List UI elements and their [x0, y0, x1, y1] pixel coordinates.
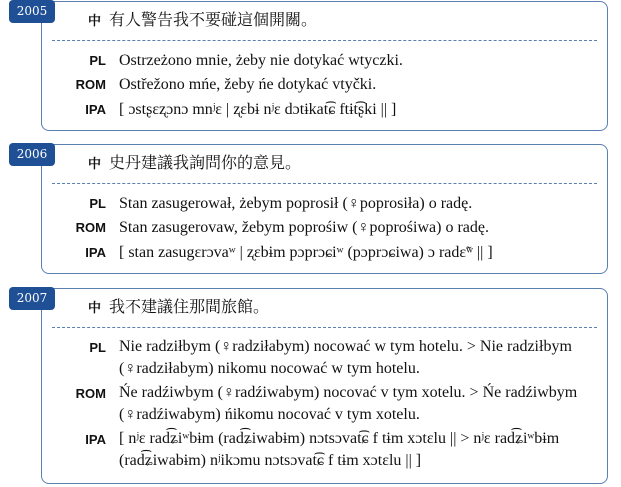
pl-label: PL: [89, 53, 106, 68]
ipa-label: IPA: [85, 102, 106, 117]
chinese-tag: 中: [88, 157, 102, 172]
divider: [52, 183, 597, 184]
entry-card-2005: [41, 1, 608, 131]
entry-number: 2007: [9, 287, 55, 310]
chinese-tag: 中: [88, 301, 102, 316]
chinese-sentence: 中 史丹建議我詢問你的意見。: [88, 153, 302, 172]
pl-label: PL: [89, 340, 106, 355]
divider: [52, 40, 597, 41]
ipa-label: IPA: [85, 432, 106, 447]
entry-card-2006: [41, 144, 608, 274]
rom-text: Ńe radźiwbym (♀radźiwabym) nocovać v tym xotelu. > Ńe radźiwbym (♀radźiwabym) ńikomu nocovać v tym xotelu.: [119, 384, 578, 423]
entry-number: 2005: [9, 0, 55, 23]
chinese-sentence: 中 我不建議住那間旅館。: [88, 297, 270, 316]
pl-text: Nie radziłbym (♀radziłabym) nocować w tym hotelu. > Nie radziłbym (♀radziłabym) nikomu nocować w tym hotelu.: [119, 338, 572, 377]
rom-label: ROM: [75, 386, 106, 401]
ipa-text: [ nʲɛ rad͡ʑiʷbɨm (rad͡ʑiwabɨm) nɔtsɔvat͡ɕ f tɨm xɔtɛlu || > nʲɛ rad͡ʑiʷbɨm (rad͡ʑiwabɨm) nʲikɔmu nɔtsɔvat͡ɕ f tɨm xɔtɛlu || ]: [119, 430, 560, 469]
entry-number: 2006: [9, 143, 55, 166]
chinese-sentence: 中 有人警告我不要碰這個開關。: [88, 10, 318, 29]
rom-text: Stan zasugerovaw, žebym poprośiw (♀poprośiwa) o radę.: [119, 219, 489, 236]
chinese-tag: 中: [88, 14, 102, 29]
rom-text: Ostřežono mńe, žeby ńe dotykać vtyčki.: [119, 76, 377, 93]
pl-text: Ostrzeżono mnie, żeby nie dotykać wtyczki.: [119, 52, 403, 69]
divider: [52, 327, 597, 328]
rom-label: ROM: [75, 77, 106, 92]
rom-label: ROM: [75, 220, 106, 235]
ipa-text: [ stan zasugɛrɔvaʷ | ʐɛbɨm pɔprɔɕiʷ (pɔprɔɕiwa) ɔ radɛ̃ʷ || ]: [119, 244, 493, 261]
pl-label: PL: [89, 196, 106, 211]
ipa-text: [ ɔstʂɛʐɔnɔ mnʲɛ | ʐɛbɨ nʲɛ dɔtɨkat͡ɕ ftɨt͡ʂki || ]: [119, 101, 397, 118]
pl-text: Stan zasugerował, żebym poprosił (♀poprosiła) o radę.: [119, 195, 473, 212]
ipa-label: IPA: [85, 245, 106, 260]
entry-card-2007: [41, 288, 608, 484]
